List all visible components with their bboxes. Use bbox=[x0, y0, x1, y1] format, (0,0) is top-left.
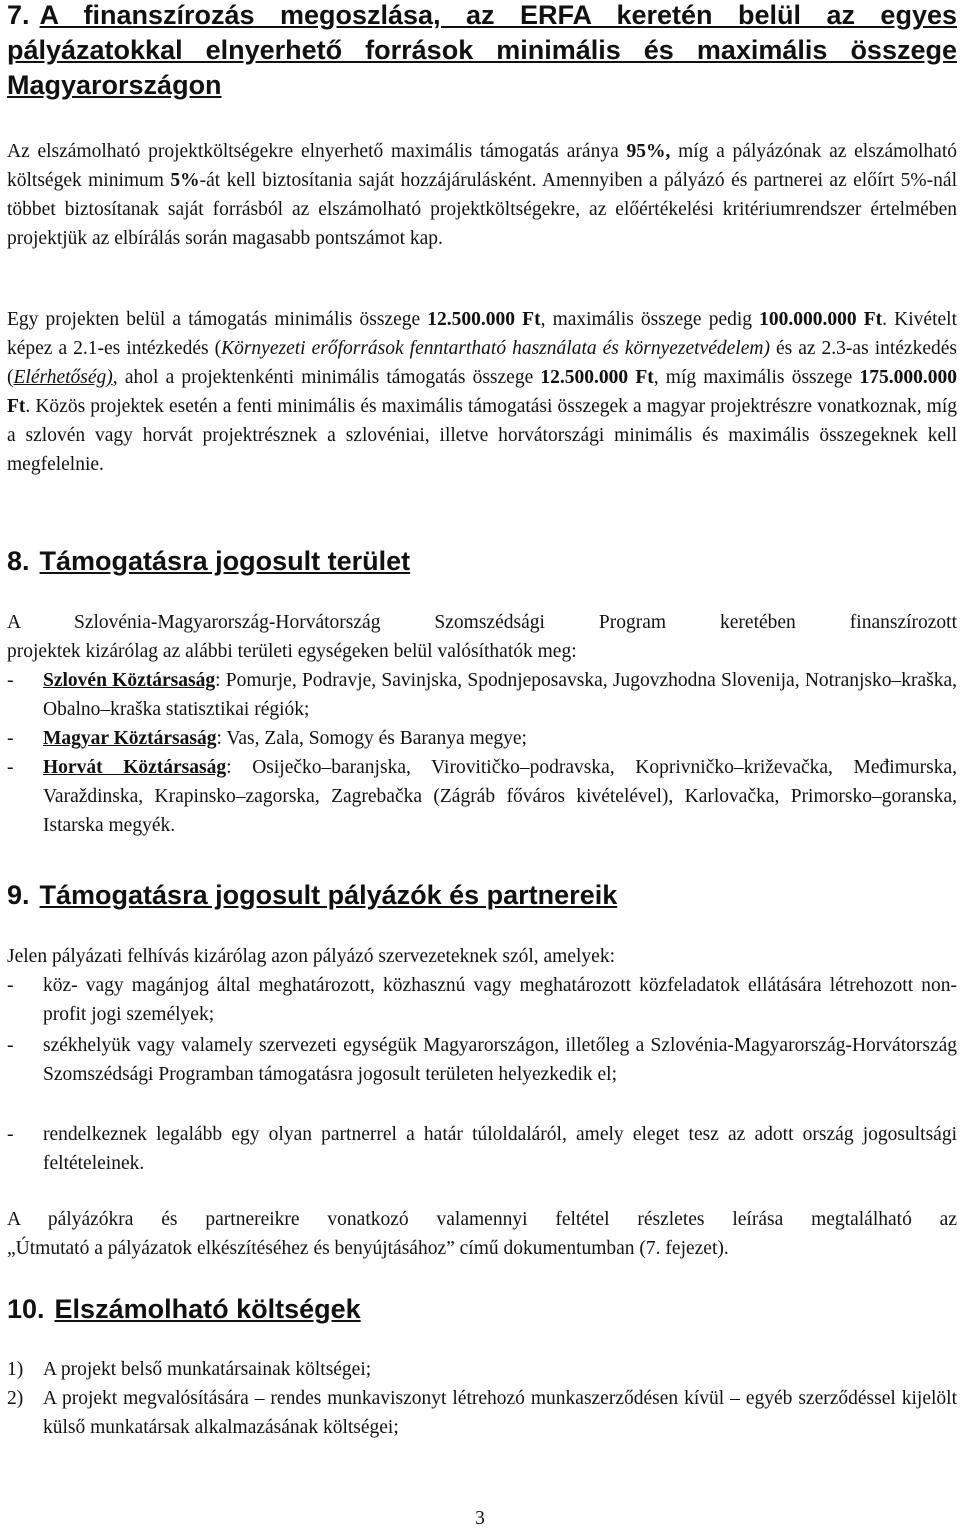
percentage-95: 95%, bbox=[626, 141, 671, 162]
section-7-heading bbox=[7, 0, 957, 103]
text-run: . Kivételt képez a 2.1-es intézkedés ( bbox=[7, 309, 957, 359]
text-run: , ahol a projektenkénti minimális támogatás összege bbox=[112, 367, 541, 388]
section-8-intro-line-1: A Szlovénia-Magyarország-Horvátország Szomszédsági Program keretében finanszírozott bbox=[7, 612, 957, 633]
list-marker: - bbox=[7, 1035, 14, 1056]
section-10-title: Elszámolható költségek bbox=[54, 1294, 361, 1324]
text-run: míg a pályázónak az elszámolható költségek minimum bbox=[7, 141, 958, 191]
section-10-heading bbox=[7, 1292, 361, 1327]
amount-min: 12.500.000 Ft bbox=[427, 309, 541, 330]
regions-text: : Vas, Zala, Somogy és Baranya megye; bbox=[216, 728, 527, 749]
text-run: Az elszámolható projektköltségekre elnyerhető maximális támogatás aránya bbox=[7, 141, 627, 162]
regions-text: : Osiječko–baranjska, Virovitičko–podravska, Koprivničko–križevačka, Međimurska, Varaždinska, Krapinsko–zagorska, Zagrebačka (Zágráb főváros kivételével), Karlovačka, Primorsko–goranska, Istarska megyék. bbox=[43, 757, 958, 836]
section-7-number: 7. bbox=[7, 0, 30, 30]
list-marker: - bbox=[7, 975, 14, 996]
text-run: és az 2.3-as intézkedés ( bbox=[7, 338, 957, 388]
cost-text: A projekt megvalósítására – rendes munkaviszonyt létrehozó munkaszerződésen kívül – egyéb szerződéssel kijelölt külső munkatársak alkalmazásának költségei; bbox=[43, 1388, 957, 1438]
page-number: 3 bbox=[475, 1508, 485, 1529]
criterion-text: rendelkeznek legalább egy olyan partnerrel a határ túloldaláról, amely eleget tesz az adott ország jogosultsági feltételeinek. bbox=[43, 1124, 957, 1174]
section-8-intro-line-2: projektek kizárólag az alábbi területi egységeken belül valósíthatók meg: bbox=[7, 641, 577, 662]
section-8-heading bbox=[7, 544, 410, 579]
text-run: . Közös projektek esetén a fenti minimális és maximális támogatási összegek a magyar projektrészre vonatkoznak, míg a szlovén vagy horvát projektrésznek a szlovéniai, illetve horvátországi minimális és maximális összegeknek kell megfelelnie. bbox=[7, 396, 957, 475]
amount-exception-min: 12.500.000 Ft bbox=[540, 367, 654, 388]
country-name: Horvát Köztársaság bbox=[43, 757, 227, 778]
measure-2-3-title: Elérhetőség) bbox=[13, 367, 113, 388]
list-marker: 2) bbox=[7, 1388, 24, 1409]
list-marker: - bbox=[7, 728, 14, 749]
section-10-number: 10. bbox=[7, 1294, 45, 1324]
section-9-number: 9. bbox=[7, 880, 30, 910]
section-7-title: A finanszírozás megoszlása, az ERFA keretén belül az egyes pályázatokkal elnyerhető források minimális és maximális összege Magyarországon bbox=[7, 0, 957, 100]
cost-text: A projekt belső munkatársainak költségei; bbox=[43, 1359, 372, 1380]
list-marker: - bbox=[7, 757, 14, 778]
criterion-text: székhelyük vagy valamely szervezeti egységük Magyarországon, illetőleg a Szlovénia-Magyarország-Horvátország Szomszédsági Programban támogatásra jogosult területen helyezkedik el; bbox=[43, 1035, 957, 1085]
list-marker: 1) bbox=[7, 1359, 24, 1380]
amount-max: 100.000.000 Ft bbox=[759, 309, 883, 330]
text-run: , míg maximális összege bbox=[653, 367, 860, 388]
section-7-paragraph-2 bbox=[7, 305, 957, 479]
country-name: Magyar Köztársaság bbox=[43, 728, 217, 749]
percentage-5: 5% bbox=[170, 170, 200, 191]
text-run: -át kell biztosítania saját hozzájárulásként. Amennyiben a pályázó és partnerei az előírt 5%-nál többet biztosítanak saját forrásból az elszámolható projektköltségekre, az előértékelési kritériumrendszer értelmében projektjük az elbírálás során magasabb pontszámot kap. bbox=[7, 170, 957, 249]
section-9-heading bbox=[7, 878, 617, 913]
country-name: Szlovén Köztársaság bbox=[43, 670, 216, 691]
section-9-intro: Jelen pályázati felhívás kizárólag azon pályázó szervezeteknek szól, amelyek: bbox=[7, 946, 615, 967]
section-9-closing-line-2: „Útmutató a pályázatok elkészítéséhez és benyújtásához” című dokumentumban (7. fejezet). bbox=[7, 1238, 729, 1259]
text-run: , maximális összege pedig bbox=[540, 309, 760, 330]
criterion-text: köz- vagy magánjog által meghatározott, közhasznú vagy meghatározott közfeladatok ellátására létrehozott non-profit jogi személyek; bbox=[43, 975, 957, 1025]
amount-exception-max: 175.000.000 Ft bbox=[7, 367, 958, 417]
section-9-closing-line-1: A pályázókra és partnereikre vonatkozó valamennyi feltétel részletes leírása megtalálható az bbox=[7, 1209, 957, 1230]
regions-text: : Pomurje, Podravje, Savinjska, Spodnjeposavska, Jugovzhodna Slovenija, Notranjsko–kraška, Obalno–kraška statisztikai régiók; bbox=[43, 670, 957, 720]
list-marker: - bbox=[7, 1124, 14, 1145]
list-marker: - bbox=[7, 670, 14, 691]
section-8-number: 8. bbox=[7, 546, 30, 576]
section-7-paragraph-1 bbox=[7, 137, 957, 253]
section-8-title: Támogatásra jogosult terület bbox=[39, 546, 411, 576]
section-9-title: Támogatásra jogosult pályázók és partnereik bbox=[39, 880, 618, 910]
measure-2-1-title: Környezeti erőforrások fenntartható használata és környezetvédelem) bbox=[221, 338, 770, 359]
text-run: Egy projekten belül a támogatás minimális összege bbox=[7, 309, 428, 330]
